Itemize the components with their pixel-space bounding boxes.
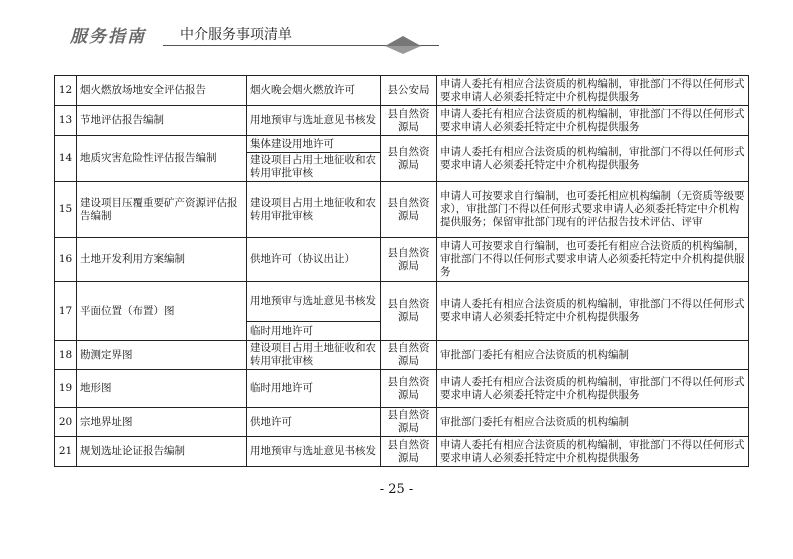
item-name: 地质灾害危险性评估报告编制 [77,136,247,182]
service-note: 申请人委托有相应合法资质的机构编制，审批部门不得以任何形式要求申请人必须委托特定中介机构提供服务 [437,370,749,408]
row-number: 21 [55,437,77,467]
service-note: 申请人委托有相应合法资质的机构编制，审批部门不得以任何形式要求申请人必须委托特定中介机构提供服务 [437,437,749,467]
row-number: 20 [55,408,77,437]
department: 县公安局 [381,76,437,106]
item-name: 建设项目压覆重要矿产资源评估报告编制 [77,182,247,238]
department: 县自然资源局 [381,341,437,370]
approval-item: 建设项目占用土地征收和农转用审批审核 [247,182,381,238]
service-note: 申请人委托有相应合法资质的机构编制，审批部门不得以任何形式要求申请人必须委托特定中介机构提供服务 [437,282,749,341]
service-note: 申请人委托有相应合法资质的机构编制，审批部门不得以任何形式要求申请人必须委托特定中介机构提供服务 [437,106,749,136]
service-note: 审批部门委托有相应合法资质的机构编制 [437,408,749,437]
service-note: 申请人委托有相应合法资质的机构编制，审批部门不得以任何形式要求申请人必须委托特定中介机构提供服务 [437,136,749,182]
row-number: 17 [55,282,77,341]
page-number: - 25 - [379,482,414,497]
approval-item: 用地预审与选址意见书核发 [247,106,381,136]
item-name: 地形图 [77,370,247,408]
row-number: 19 [55,370,77,408]
table-row [55,182,749,238]
approval-item: 临时用地许可 [247,370,381,408]
department: 县自然资源局 [381,136,437,182]
approval-item: 烟火晚会烟火燃放许可 [247,76,381,106]
department: 县自然资源局 [381,408,437,437]
row-number: 14 [55,136,77,182]
department: 县自然资源局 [381,182,437,238]
item-name: 平面位置（布置）图 [77,282,247,341]
service-note: 申请人可按要求自行编制，也可委托有相应合法资质的机构编制，审批部门不得以任何形式要求申请人必须委托特定中介机构提供服务 [437,238,749,282]
item-name: 节地评估报告编制 [77,106,247,136]
approval-item: 集体建设用地许可 [247,136,381,153]
table-row [55,408,749,437]
table-row [55,136,749,153]
table-row [55,238,749,282]
item-name: 规划选址论证报告编制 [77,437,247,467]
approval-item: 供地许可（协议出让） [247,238,381,282]
service-note: 申请人委托有相应合法资质的机构编制，审批部门不得以任何形式要求申请人必须委托特定中介机构提供服务 [437,76,749,106]
item-name: 土地开发利用方案编制 [77,238,247,282]
header-subtitle: 中介服务事项清单 [180,27,292,43]
service-note: 申请人可按要求自行编制，也可委托相应机构编制（无资质等级要求），审批部门不得以任何形式要求申请人必须委托特定中介机构提供服务；保留审批部门现有的评估报告技术评估、评审 [437,182,749,238]
approval-item: 供地许可 [247,408,381,437]
item-name: 宗地界址图 [77,408,247,437]
header-diamond-ornament [385,36,421,46]
approval-item: 用地预审与选址意见书核发 [247,282,381,322]
header-brand: 服务指南 [70,27,146,47]
row-number: 15 [55,182,77,238]
header-diamond-ornament-lower [385,46,421,54]
table-row [55,341,749,370]
item-name: 勘测定界图 [77,341,247,370]
approval-item: 用地预审与选址意见书核发 [247,437,381,467]
department: 县自然资源局 [381,238,437,282]
table-row [55,282,749,322]
row-number: 16 [55,238,77,282]
page-header [70,18,370,52]
department: 县自然资源局 [381,106,437,136]
service-items-table [54,75,749,467]
table-row [55,370,749,408]
table-row [55,106,749,136]
row-number: 13 [55,106,77,136]
table-row [55,76,749,106]
approval-item: 临时用地许可 [247,322,381,341]
table-row [55,437,749,467]
item-name: 烟火燃放场地安全评估报告 [77,76,247,106]
row-number: 18 [55,341,77,370]
service-note: 审批部门委托有相应合法资质的机构编制 [437,341,749,370]
row-number: 12 [55,76,77,106]
approval-item: 建设项目占用土地征收和农转用审批审核 [247,341,381,370]
department: 县自然资源局 [381,282,437,341]
department: 县自然资源局 [381,437,437,467]
department: 县自然资源局 [381,370,437,408]
approval-item: 建设项目占用土地征收和农转用审批审核 [247,153,381,182]
